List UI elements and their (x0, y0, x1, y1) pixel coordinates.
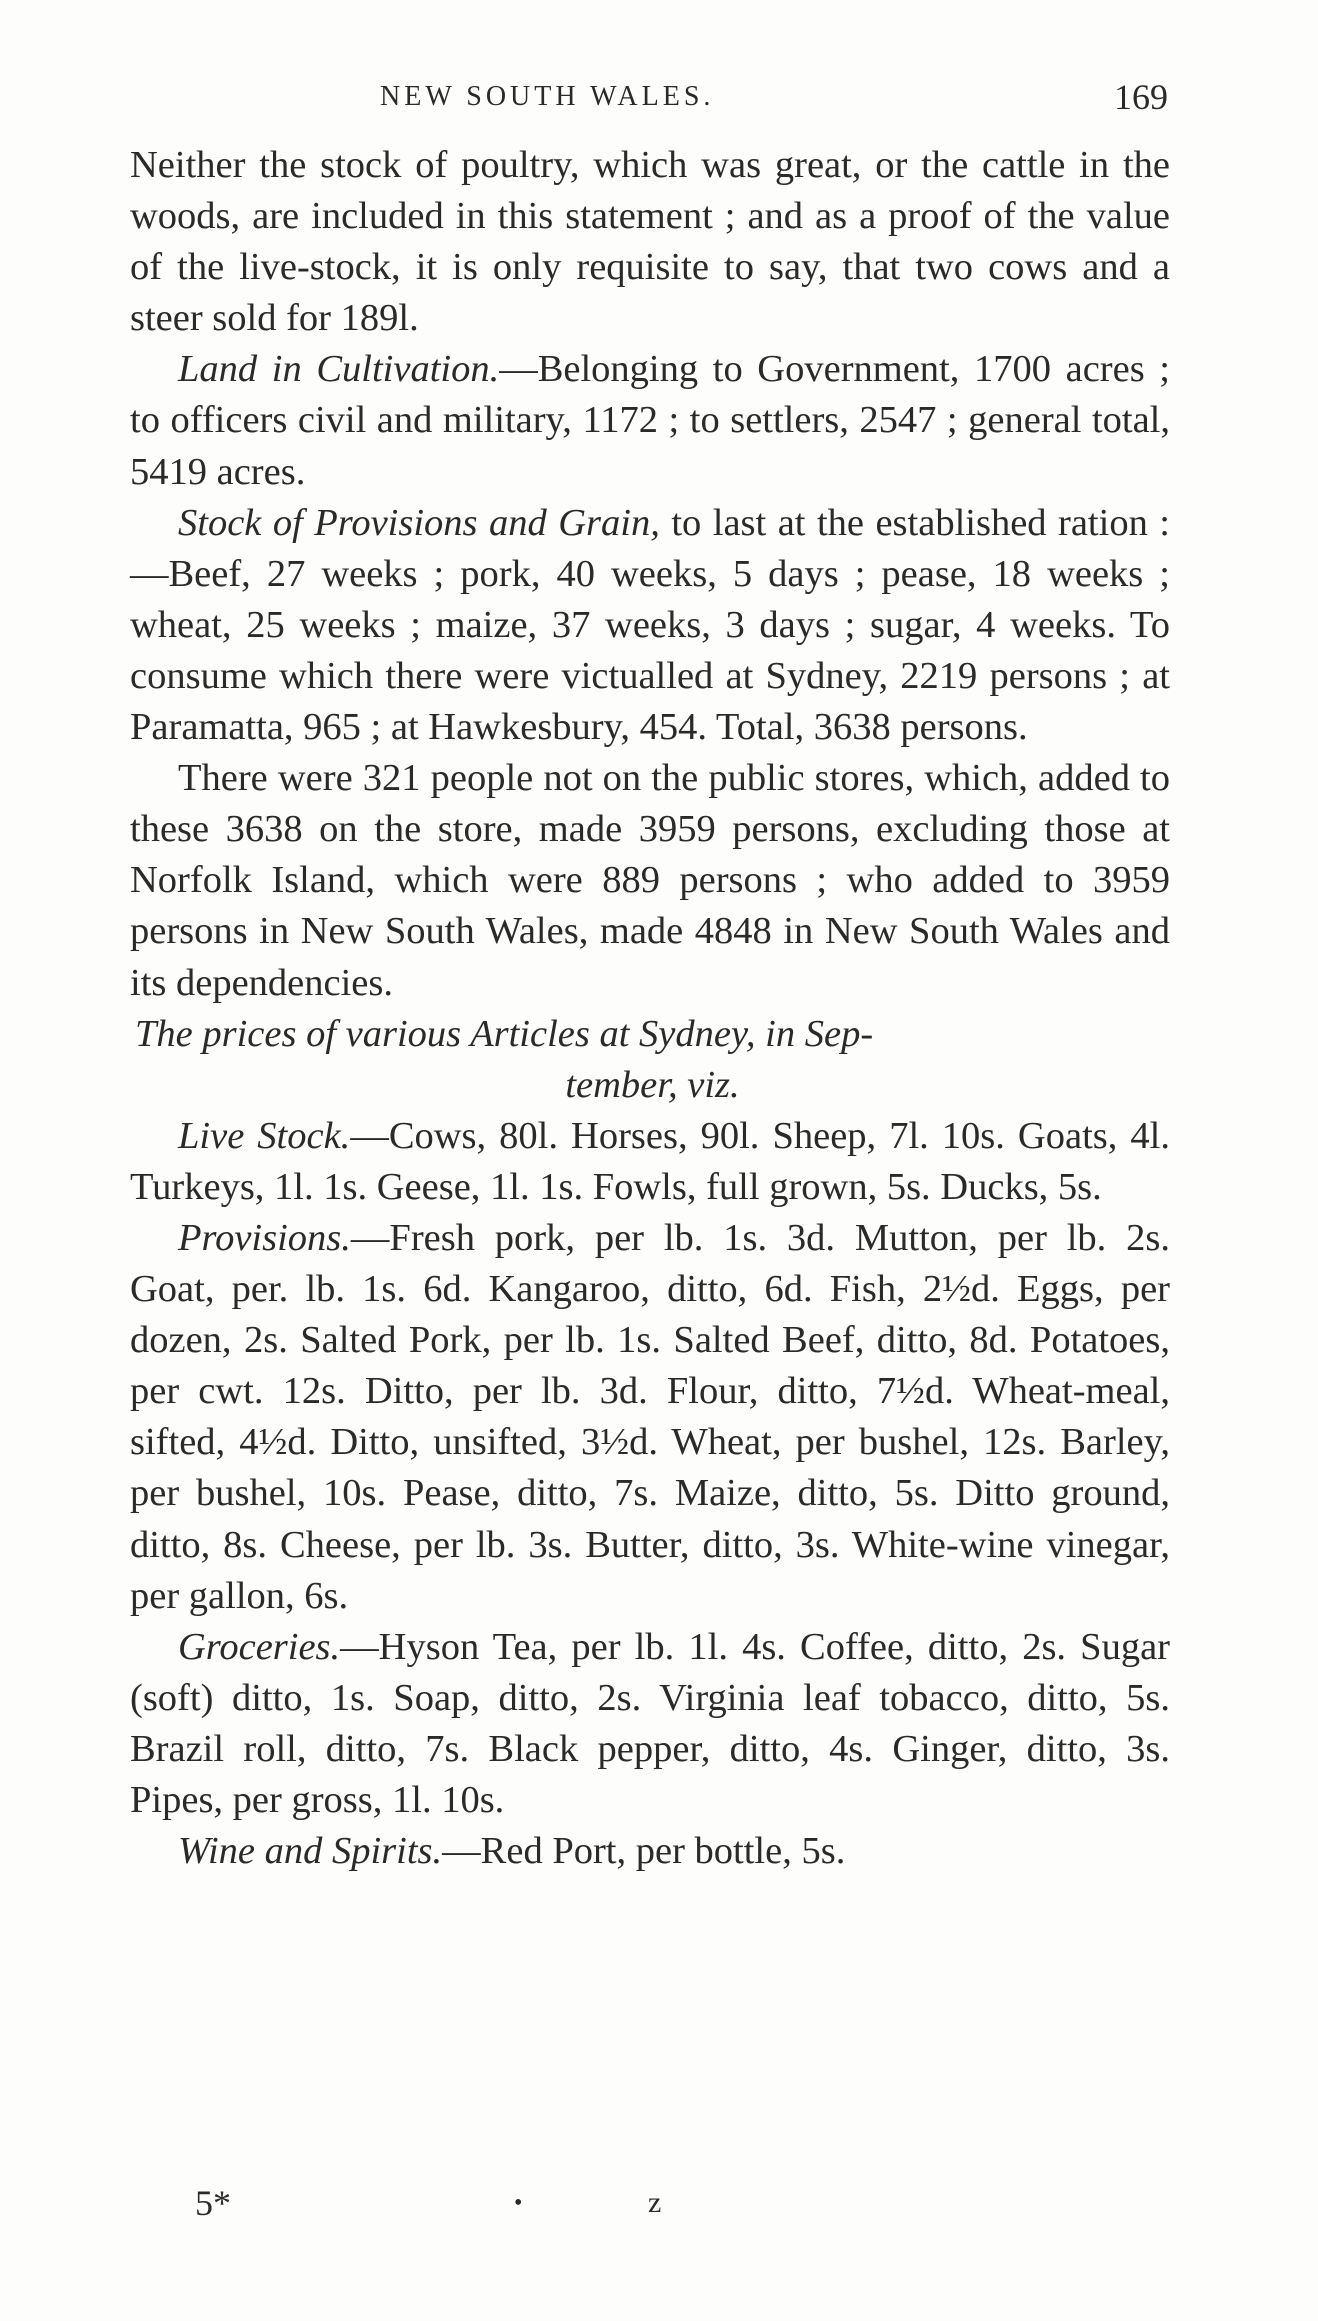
paragraph-wine-and-spirits (130, 1826, 1170, 1877)
paragraph-heading: Stock of Provisions and Grain, (178, 501, 660, 544)
signature-letter: z (648, 2186, 662, 2219)
paragraph-stock-of-provisions (130, 498, 1170, 753)
paragraph-heading: Land in Cultivation. (178, 348, 500, 391)
prices-title-line-2: tember, viz. (565, 1063, 740, 1106)
running-head (0, 72, 1318, 122)
prices-title-line-1: The prices of various Articles at Sydney, in Sep- (135, 1012, 874, 1055)
paragraph-land-in-cultivation (130, 344, 1170, 497)
paragraph-text: —Cows, 80l. Horses, 90l. Sheep, 7l. 10s. Goats, 4l. Turkeys, 1l. 1s. Geese, 1l. 1s. Fowls, full grown, 5s. Ducks, 5s. (130, 1114, 1170, 1208)
paragraph-text: —Hyson Tea, per lb. 1l. 4s. Coffee, ditto, 2s. Sugar (soft) ditto, 1s. Soap, ditto, 2s. Virginia leaf tobacco, ditto, 5s. Brazil roll, ditto, 7s. Black pepper, ditto, 4s. Ginger, ditto, 3s. Pipes, per gross, 1l. 10s. (130, 1625, 1170, 1821)
paragraph-live-stock (130, 1111, 1170, 1213)
paragraph-text: There were 321 people not on the public stores, which, added to these 3638 on the store, made 3959 persons, excluding those at Norfolk Island, which were 889 persons ; who added to 3959 persons in New South Wales, made 4848 in New South Wales and its dependencies. (130, 757, 1170, 1004)
page-number: 169 (1114, 77, 1168, 117)
paragraph-heading: Live Stock. (178, 1114, 351, 1157)
body-text (130, 140, 1170, 1877)
paragraph-poultry-statement (130, 140, 1170, 344)
paragraph-text: —Belonging to Government, 1700 acres ; to officers civil and military, 1172 ; to settlers, 2547 ; general total, 5419 acres. (130, 348, 1170, 493)
paragraph-public-stores (130, 753, 1170, 1008)
paragraph-provisions (130, 1213, 1170, 1622)
paragraph-groceries (130, 1622, 1170, 1826)
prices-section-title (130, 1009, 1170, 1111)
paragraph-text: Neither the stock of poultry, which was great, or the cattle in the woods, are included in this statement ; and as a proof of the value of the live-stock, it is only requisite to say, that two cows and a steer sold for 189l. (130, 144, 1170, 340)
signature-mark: 5* (195, 2183, 231, 2223)
paragraph-text: —Fresh pork, per lb. 1s. 3d. Mutton, per lb. 2s. Goat, per. lb. 1s. 6d. Kangaroo, ditto, 6d. Fish, 2½d. Eggs, per dozen, 2s. Salted Pork, per lb. 1s. Salted Beef, ditto, 8d. Potatoes, per cwt. 12s. Ditto, per lb. 3d. Flour, ditto, 7½d. Wheat-meal, sifted, 4½d. Ditto, unsifted, 3½d. Wheat, per bushel, 12s. Barley, per bushel, 10s. Pease, ditto, 7s. Maize, ditto, 5s. Ditto ground, ditto, 8s. Cheese, per lb. 3s. Butter, ditto, 3s. White-wine vinegar, per gallon, 6s. (130, 1216, 1170, 1617)
paragraph-heading: Provisions. (178, 1216, 351, 1259)
paragraph-text: —Red Port, per bottle, 5s. (442, 1830, 846, 1873)
paragraph-heading: Groceries. (178, 1625, 341, 1668)
signature-bullet: • (514, 2190, 523, 2216)
paragraph-text: to last at the established ration :—Beef, 27 weeks ; pork, 40 weeks, 5 days ; pease, 18 weeks ; wheat, 25 weeks ; maize, 37 weeks, 3 days ; sugar, 4 weeks. To consume which there were victualled at Sydney, 2219 persons ; at Paramatta, 965 ; at Hawkesbury, 454. Total, 3638 persons. (130, 501, 1170, 749)
paragraph-heading: Wine and Spirits. (178, 1830, 443, 1873)
signature-line (0, 2178, 1318, 2228)
running-title: NEW SOUTH WALES. (380, 81, 715, 112)
